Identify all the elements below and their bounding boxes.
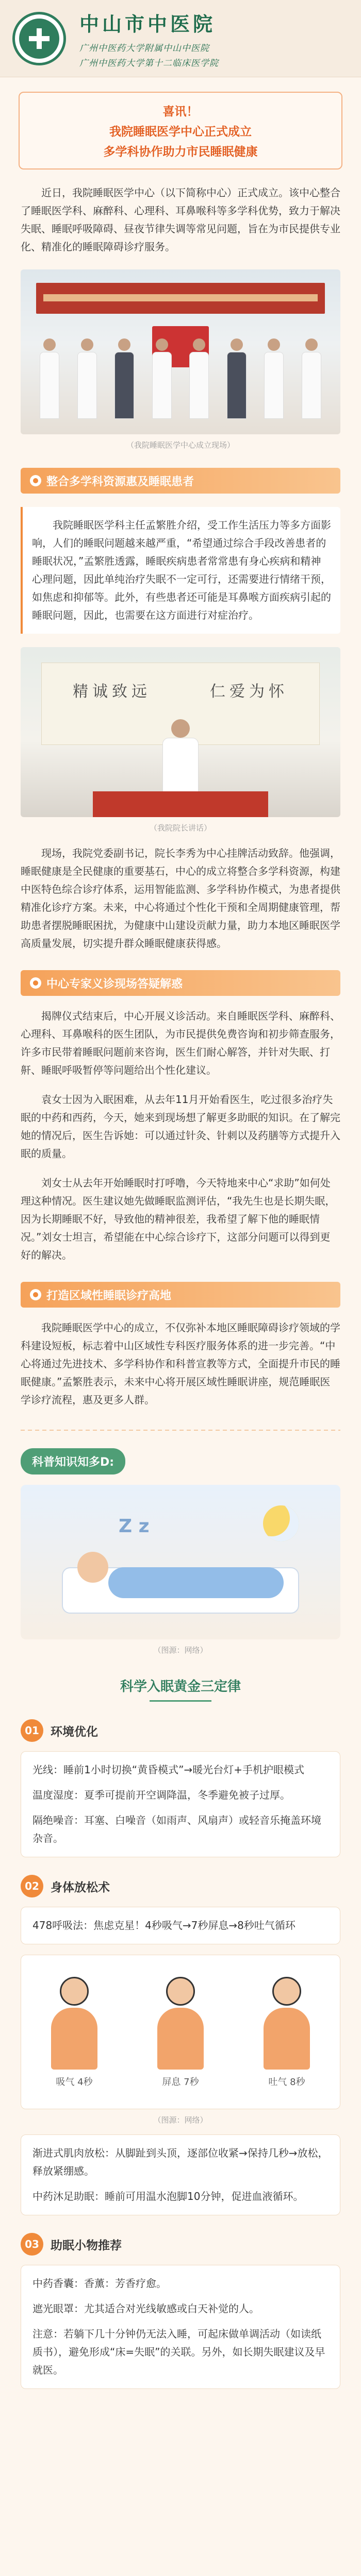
rule3-title: 助眠小物推荐 (51, 2239, 122, 2252)
calligraphy-word-2: 仁爱为怀 (210, 683, 288, 701)
medical-cross-icon (29, 28, 50, 49)
illustration-caption: （图源：网络） (153, 1646, 208, 1655)
headline-line-1: 喜讯！ (162, 105, 199, 118)
breath-step-label: 吐气 8秒 (268, 2077, 305, 2088)
breath-step-label: 屏息 7秒 (162, 2077, 199, 2088)
rule2-title: 身体放松术 (51, 1880, 110, 1894)
rule3-item: 注意：若躺下几十分钟仍无法入睡，可起床做单调活动（如读纸质书），避免形成“床=失眠”的关联。另外，如长期失眠建议及早就医。 (32, 2328, 325, 2376)
calligraphy-word-1: 精诚致远 (73, 683, 151, 701)
rule1-item: 光线：睡前1小时切换“黄昏模式”→暖光台灯+手机护眼模式 (32, 1764, 304, 1776)
headline-line-2: 我院睡眠医学中心正式成立 (109, 125, 252, 139)
intro-paragraph: 近日，我院睡眠医学中心（以下简称中心）正式成立。该中心整合了睡眠医学科、麻醉科、心理科、耳鼻喉科等多学科优势，致力于解决失眠、睡眠呼吸障碍、昼夜节律失调等常见问题，旨在为市民提供专业化、精准化的睡眠障碍诊疗服务。 (21, 187, 340, 253)
rule1-number: 01 (21, 1719, 43, 1742)
red-banner (36, 283, 325, 314)
person (40, 338, 59, 419)
hospital-affiliation-2: 广州中医药大学第十二临床医学院 (79, 58, 219, 69)
section2-paragraph-1: 揭牌仪式结束后，中心开展义诊活动。来自睡眠医学科、麻醉科、心理科、耳鼻喉科的医生团队，为市民提供免费咨询和初步筛查服务，许多市民带着睡眠问题前来咨询，医生们耐心解答，并针对失眠、打鼾、睡眠呼吸暂停等问题给出个性化建议。 (21, 1010, 340, 1076)
sleep-zz-icon: Z z (119, 1516, 150, 1537)
section-dot-icon (30, 475, 41, 486)
sleep-illustration (21, 1485, 340, 1639)
rule2-number: 02 (21, 1875, 43, 1897)
photo1-caption: （我院睡眠医学中心成立现场） (126, 440, 235, 450)
rule2-intro-card (21, 1907, 340, 1944)
breath-step-label: 吸气 4秒 (56, 2077, 93, 2088)
person (264, 338, 284, 419)
person (152, 338, 172, 419)
person (189, 338, 209, 419)
dashed-divider (21, 1430, 340, 1431)
person (227, 338, 247, 419)
rule1-item: 温度湿度：夏季可提前开空调降温，冬季避免被子过厚。 (32, 1789, 290, 1801)
science-tag: 科普知识知多D: (21, 1448, 125, 1475)
rule1-title: 环境优化 (51, 1725, 98, 1739)
section-dot-icon (30, 1289, 41, 1300)
rule3-item: 中药香囊：香薰：芳香疗愈。 (32, 2277, 167, 2290)
rule3-number: 03 (21, 2233, 43, 2256)
section3-paragraph-1: 我院睡眠医学中心的成立，不仅弥补本地区睡眠障碍诊疗领域的学科建设短板，标志着中山区域性专科医疗服务体系的进一步完善。“中心将通过先进技术、多学科协作和科普宣教等方式，全面提升市民的睡眠健康。”孟繁胜表示，未来中心将开展区域性睡眠讲座，规范睡眠医学诊疗流程，惠及更多人群。 (21, 1321, 340, 1406)
moon-icon (263, 1505, 299, 1541)
rule3-item: 遮光眼罩：尤其适合对光线敏感或白天补觉的人。 (32, 2302, 259, 2315)
ceremony-photo (21, 269, 340, 434)
science-topic-title: 科学入眠黄金三定律 (0, 1676, 361, 1702)
staff-group (31, 331, 330, 419)
section2-paragraph-3: 刘女士从去年开始睡眠时打呼噜，今天特地来中心“求助”如何处理这种情况。医生建议她先做睡眠监测评估，“我先生也是长期失眠，因为长期睡眠不好，导致他的精神很差，我希望了解下他的睡眠情况。”刘女士坦言，希望能在中心综合诊疗下，这部分问题可以得到更好的解决。 (21, 1177, 336, 1261)
section-dot-icon (30, 977, 41, 989)
rule2-intro: 478呼吸法：焦虑克星！4秒吸气→7秒屏息→8秒吐气循环 (32, 1919, 296, 1931)
breath-figure (264, 1977, 310, 2088)
footer-spacer (0, 2389, 361, 2451)
hospital-header (0, 0, 361, 77)
speech-photo (21, 647, 340, 817)
rule2-card (21, 2134, 340, 2215)
rule3-card (21, 2265, 340, 2389)
breath-figure (157, 1977, 204, 2088)
section1-quote-box (21, 507, 340, 634)
person (77, 338, 97, 419)
headline-line-3: 多学科协作助力市民睡眠健康 (103, 145, 258, 159)
breathing-caption: （图源：网络） (153, 2115, 208, 2125)
headline-box (19, 92, 342, 170)
section3-title: 打造区域性睡眠诊疗高地 (46, 1289, 172, 1302)
person (302, 338, 321, 419)
section2-title: 中心专家义诊现场答疑解惑 (46, 977, 183, 991)
rule3-head (21, 2233, 340, 2256)
section1-title: 整合多学科资源惠及睡眠患者 (46, 475, 194, 488)
rule1-item: 隔绝噪音：耳塞、白噪音（如雨声、风扇声）或轻音乐掩盖环境杂音。 (32, 1814, 321, 1844)
section1-paragraph-2: 现场，我院党委副书记，院长李秀为中心挂牌活动致辞。他强调，睡眠健康是全民健康的重要基石，中心的成立将整合多学科资源，构建中医特色综合诊疗体系，运用智能监测、多学科协作模式，为患者提供精准化诊疗方案。未来，中心将通过个性化干预和全周期健康管理，帮助患者摆脱睡眠困扰，为健康中山建设贡献力量，助力本地区睡眠医学高质量发展，切实提升群众睡眠健康获得感。 (21, 847, 340, 950)
rule1-head (21, 1719, 340, 1742)
section1-title-bar (21, 468, 340, 494)
blanket-shape (108, 1567, 284, 1598)
breathing-illustration (21, 1955, 340, 2109)
photo2-caption: （我院院长讲话） (149, 823, 211, 833)
logo-inner (19, 19, 59, 59)
rule2-head (21, 1875, 340, 1897)
hospital-name: 中山市中医院 (79, 12, 216, 36)
rule2-item: 渐进式肌肉放松：从脚趾到头顶，逐部位收紧→保持几秒→放松，释放紧绷感。 (32, 2147, 329, 2177)
hospital-logo (12, 12, 66, 65)
breath-figure (51, 1977, 97, 2088)
section3-title-bar (21, 1282, 340, 1308)
header-text (79, 8, 219, 69)
podium-table (93, 791, 268, 817)
hospital-affiliation-1: 广州中医药大学附属中山中医院 (79, 43, 209, 54)
section2-title-bar (21, 970, 340, 996)
section2-paragraph-2: 袁女士因为入眠困难，从去年11月开始看医生，吃过很多治疗失眠的中药和西药，今天，她来到现场想了解更多助眠的知识。在了解完她的情况后，医生告诉她：可以通过针灸、针刺以及药膳等方式提升入眠的质量。 (21, 1093, 340, 1160)
person (114, 338, 134, 419)
rule1-card (21, 1751, 340, 1857)
rule2-item: 中药沐足助眠：睡前可用温水泡脚10分钟，促进血液循环。 (32, 2190, 304, 2202)
section1-quote: 我院睡眠医学科主任孟繁胜介绍，受工作生活压力等多方面影响，人们的睡眠问题越来越严重，“希望通过综合手段改善患者的睡眠状况，”孟繁胜透露，睡眠疾病患者常常患有身心疾病和精神心理问题，因此单纯治疗失眠不一定可行，还需要进行情绪干预，如焦虑和抑郁等。此外，有些患者还可能是耳鼻喉方面疾病引起的睡眠问题，因此，也需要在这方面进行对症治疗。 (32, 519, 331, 621)
sleeper-head (77, 1552, 108, 1583)
